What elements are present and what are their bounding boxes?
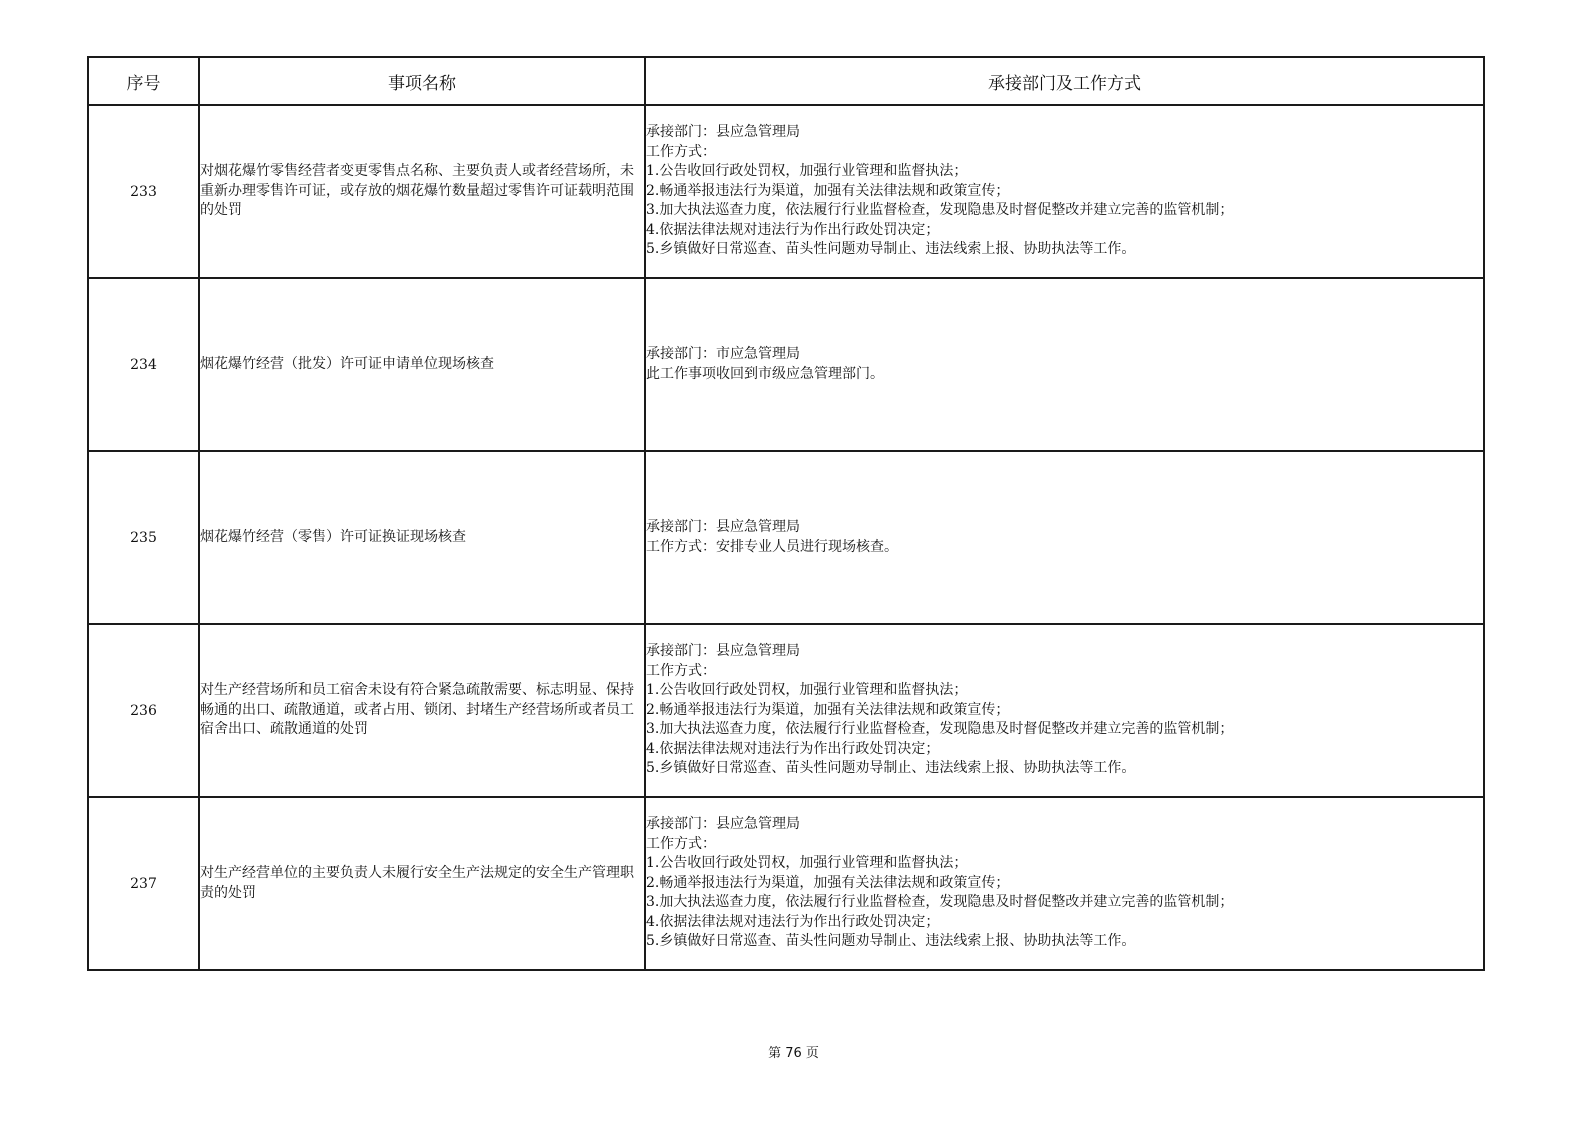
dept-line: 承接部门：县应急管理局 <box>646 816 800 833</box>
row-name: 对生产经营场所和员工宿舍未设有符合紧急疏散需要、标志明显、保持畅通的出口、疏散通道，或者占用、锁闭、封堵生产经营场所或者员工宿舍出口、疏散通道的处罚 <box>199 624 645 797</box>
row-name: 烟花爆竹经营（零售）许可证换证现场核查 <box>199 451 645 624</box>
table-row <box>88 797 1484 970</box>
matters-table <box>87 56 1485 971</box>
dept-line: 5.乡镇做好日常巡查、苗头性问题劝导制止、违法线索上报、协助执法等工作。 <box>646 760 1136 777</box>
dept-line: 此工作事项收回到市级应急管理部门。 <box>646 365 884 382</box>
dept-line: 承接部门：县应急管理局 <box>646 643 800 660</box>
dept-line: 1.公告收回行政处罚权，加强行业管理和监督执法； <box>646 163 968 180</box>
row-seq: 233 <box>88 105 199 278</box>
dept-line: 4.依据法律法规对违法行为作出行政处罚决定； <box>646 221 940 238</box>
row-seq: 236 <box>88 624 199 797</box>
header-seq: 序号 <box>88 57 199 105</box>
dept-line: 2.畅通举报违法行为渠道，加强有关法律法规和政策宣传； <box>646 874 1010 891</box>
row-dept <box>645 624 1484 797</box>
table-row <box>88 451 1484 624</box>
dept-line: 承接部门：县应急管理局 <box>646 519 800 535</box>
dept-line: 承接部门：市应急管理局 <box>646 346 800 362</box>
dept-line: 1.公告收回行政处罚权，加强行业管理和监督执法； <box>646 682 968 699</box>
dept-line: 2.畅通举报违法行为渠道，加强有关法律法规和政策宣传； <box>646 701 1010 718</box>
dept-line: 2.畅通举报违法行为渠道，加强有关法律法规和政策宣传； <box>646 182 1010 199</box>
dept-line: 1.公告收回行政处罚权，加强行业管理和监督执法； <box>646 855 968 872</box>
dept-line: 3.加大执法巡查力度，依法履行行业监督检查，发现隐患及时督促整改并建立完善的监管机制； <box>646 202 1234 219</box>
table-header-row <box>88 57 1484 105</box>
row-name: 烟花爆竹经营（批发）许可证申请单位现场核查 <box>199 278 645 451</box>
header-name: 事项名称 <box>199 57 645 105</box>
row-seq: 237 <box>88 797 199 970</box>
header-dept: 承接部门及工作方式 <box>645 57 1484 105</box>
row-dept <box>645 278 1484 451</box>
row-dept <box>645 105 1484 278</box>
dept-line: 承接部门：县应急管理局 <box>646 124 800 141</box>
dept-line: 工作方式： <box>646 662 716 679</box>
dept-line: 5.乡镇做好日常巡查、苗头性问题劝导制止、违法线索上报、协助执法等工作。 <box>646 933 1136 950</box>
table-row <box>88 105 1484 278</box>
table-row <box>88 624 1484 797</box>
dept-line: 3.加大执法巡查力度，依法履行行业监督检查，发现隐患及时督促整改并建立完善的监管机制； <box>646 894 1234 911</box>
row-name: 对生产经营单位的主要负责人未履行安全生产法规定的安全生产管理职责的处罚 <box>199 797 645 970</box>
row-seq: 234 <box>88 278 199 451</box>
row-dept <box>645 451 1484 624</box>
dept-line: 工作方式： <box>646 143 716 160</box>
dept-line: 4.依据法律法规对违法行为作出行政处罚决定； <box>646 913 940 930</box>
row-name: 对烟花爆竹零售经营者变更零售点名称、主要负责人或者经营场所，未重新办理零售许可证，或存放的烟花爆竹数量超过零售许可证载明范围的处罚 <box>199 105 645 278</box>
page-number: 第 76 页 <box>768 1046 819 1061</box>
row-dept <box>645 797 1484 970</box>
dept-line: 工作方式： <box>646 835 716 852</box>
dept-line: 5.乡镇做好日常巡查、苗头性问题劝导制止、违法线索上报、协助执法等工作。 <box>646 241 1136 258</box>
table-row <box>88 278 1484 451</box>
row-seq: 235 <box>88 451 199 624</box>
dept-line: 3.加大执法巡查力度，依法履行行业监督检查，发现隐患及时督促整改并建立完善的监管机制； <box>646 721 1234 738</box>
dept-line: 工作方式：安排专业人员进行现场核查。 <box>646 538 898 555</box>
dept-line: 4.依据法律法规对违法行为作出行政处罚决定； <box>646 740 940 757</box>
